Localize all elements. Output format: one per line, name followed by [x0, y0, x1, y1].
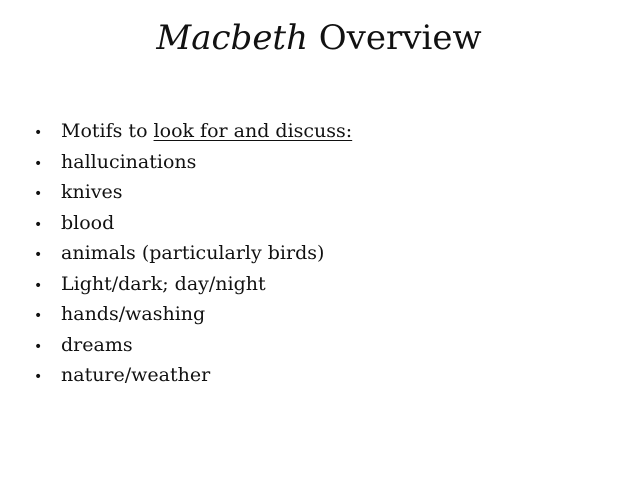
bullet-item-motif	[34, 330, 352, 361]
bullet-item-motif	[34, 299, 352, 330]
title-rest-part: Overview	[308, 18, 482, 58]
bullet-item-motif	[34, 147, 352, 178]
bullet-icon: •	[34, 338, 43, 355]
bullet-item-motif	[34, 177, 352, 208]
bullet-icon: •	[34, 308, 43, 324]
motif-text: knives	[61, 181, 123, 203]
bullet-icon: •	[34, 277, 43, 294]
title-italic-part: Macbeth	[156, 18, 308, 58]
bullet-item-motif	[34, 269, 352, 300]
motif-bullet-list	[34, 116, 352, 391]
motif-text: hallucinations	[61, 150, 197, 173]
bullet-icon: •	[34, 216, 43, 233]
motif-text: animals (particularly birds)	[61, 242, 325, 264]
bullet-icon: •	[34, 155, 43, 172]
bullet-icon: •	[34, 186, 43, 202]
motif-text: Light/dark; day/night	[61, 272, 266, 295]
motifs-intro-text	[61, 116, 352, 147]
motifs-intro-underlined: look for and discuss:	[153, 120, 353, 142]
bullet-item-motif	[34, 360, 352, 391]
bullet-item-motif	[34, 238, 352, 269]
motif-text: blood	[61, 211, 115, 234]
motif-text: nature/weather	[61, 364, 211, 386]
bullet-icon: •	[34, 369, 43, 385]
motif-text: hands/washing	[61, 303, 206, 325]
motif-text: dreams	[61, 333, 133, 356]
bullet-icon: •	[34, 247, 43, 263]
bullet-item-motif	[34, 208, 352, 239]
slide-title	[0, 18, 638, 58]
bullet-icon: •	[34, 125, 43, 141]
bullet-item-motifs-intro	[34, 116, 352, 147]
motifs-intro-prefix: Motifs to	[61, 120, 154, 142]
